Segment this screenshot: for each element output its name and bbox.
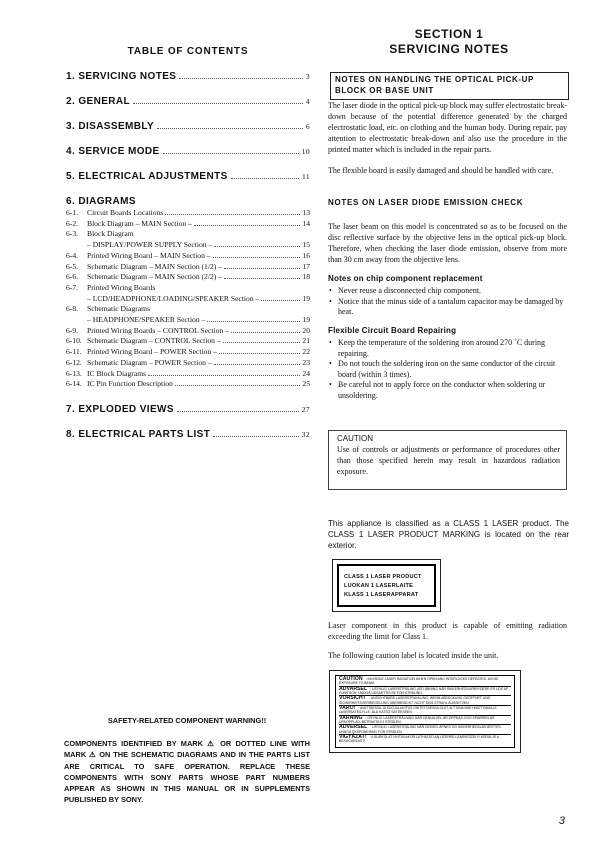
toc-entry-label: 1. SERVICING NOTES [66, 71, 177, 82]
list-item: • Keep the temperature of the soldering iron around 270 ˚C during repairing. [328, 338, 567, 359]
toc-subentry[interactable] [66, 272, 310, 283]
dot-leader [213, 257, 301, 258]
page-number: 3 [558, 815, 565, 827]
dot-leader [165, 214, 300, 215]
toc-subentry-number: 6-6. [66, 272, 79, 282]
toc-subentry[interactable] [66, 347, 310, 358]
table-of-contents [66, 40, 310, 440]
toc-subentry-text: Schematic Diagrams [87, 304, 151, 314]
toc-subentry[interactable] [66, 294, 310, 305]
toc-subentry-number: 6-9. [66, 325, 79, 335]
toc-subentry-text: Block Diagram – MAIN Section – [87, 218, 192, 228]
toc-subentry[interactable] [66, 208, 310, 219]
toc-subentry-page: 24 [302, 368, 310, 378]
emission-check-heading: NOTES ON LASER DIODE EMISSION CHECK [328, 198, 524, 207]
toc-entry-label: 5. ELECTRICAL ADJUSTMENTS [66, 171, 228, 182]
dot-leader [157, 128, 303, 129]
dot-leader [214, 364, 301, 365]
toc-subentry-text: Schematic Diagram – POWER Section – [87, 357, 212, 367]
caution-label-text: : A BURKOLAT NYITÁSAKOR LÁTHATATLAN LÉZERSU GÁRVESZÉLY! KERÜLJE A BESUGÁRZÁST! [339, 735, 499, 744]
toc-subentry-page: 25 [302, 379, 310, 389]
dot-leader [261, 300, 300, 301]
toc-entry-label: 8. ELECTRICAL PARTS LIST [66, 428, 211, 440]
toc-title: TABLE OF CONTENTS [127, 46, 249, 57]
section-heading [330, 27, 568, 57]
toc-subentry[interactable] [66, 262, 310, 273]
toc-subentry-text: Schematic Diagram – MAIN Section (1/2) – [87, 261, 222, 271]
dot-leader [213, 436, 298, 437]
toc-entry-label: 4. SERVICE MODE [66, 146, 160, 157]
dot-leader [175, 385, 301, 386]
caution-label-text: : USYNLIG LASERSTRÅLING VED ÅBNING NÅR SIKKERHEDSAFBRYDERE ER UDE AF FUNKTION. UNDGÅ UDSAETTELSE FOR STRÅLING. [339, 686, 509, 696]
caution-label-word: VARNING [339, 714, 363, 721]
toc-entry-label: 6. DIAGRAMS [66, 196, 136, 207]
class1-laser-label [332, 559, 441, 612]
toc-subentry-text: IC Pin Function Description [87, 379, 173, 389]
toc-subentry-page: 15 [302, 240, 310, 250]
class1-laser-label-frame [337, 564, 436, 607]
flexible-board-repair-heading: Flexible Circuit Board Repairing [328, 326, 457, 335]
caution-label-word: VORSICHT [339, 695, 366, 702]
toc-entry-electrical-adjustments[interactable] [66, 171, 310, 182]
section-title: SERVICING NOTES [389, 42, 509, 56]
toc-subentry[interactable] [66, 240, 310, 251]
toc-subentry-page: 16 [302, 250, 310, 260]
list-item: • Be careful not to apply force on the conductor when soldering or unsoldering. [328, 380, 567, 401]
caution-label-image [329, 670, 521, 753]
toc-subentry-number: 6-13. [66, 368, 82, 378]
dot-leader [223, 342, 301, 343]
toc-entry-exploded-views[interactable] [66, 404, 310, 415]
caution-label-text: : AVATTAESSA JA SUOJALUKITUS OHITETTAESSA OLET ALTTIINA NÄKYMÄTTÖMÄLLE LASERSÄTEILYLLE. ÄLÄ KATSO SÄTEESEEN. [339, 706, 497, 715]
toc-subentry-page: 20 [302, 325, 310, 335]
toc-subentry-text: Schematic Diagram – CONTROL Section – [87, 336, 221, 346]
toc-entry-diagrams[interactable] [66, 196, 310, 207]
toc-entry-page: 11 [301, 172, 310, 181]
toc-entry-page: 6 [305, 122, 310, 131]
safety-warning [64, 716, 310, 806]
toc-entry-servicing-notes[interactable] [66, 71, 310, 82]
toc-subentry-page: 19 [302, 293, 310, 303]
laser-class-paragraph: This appliance is classified as a CLASS 1 LASER product. The CLASS 1 LASER PRODUCT MARKING is located on the rear exterior. [328, 519, 569, 550]
caution-label-text: : INVISIBLE LASER RADIATION WHEN OPEN AND INTERLOCKS DEFEATED. AVOID EXPOSURE TO BEAM. [339, 677, 499, 686]
toc-entry-service-mode[interactable] [66, 146, 310, 157]
caution-label-location-text: The following caution label is located inside the unit. [328, 651, 499, 660]
label-line: LUOKAN 1 LASERLAITE [344, 582, 414, 589]
caution-label-word: ADVERSEL [339, 724, 368, 731]
toc-diagrams-sublist [66, 208, 310, 390]
caution-label-text: : OSYNLIG LASERSTRÅLNING NÄR DENNA DEL ÄR ÖPPNAD OCH SPÄRREN ÄR URKOPPLAD. BETRAKTA EJ STRÅLEN. [339, 715, 495, 725]
toc-subentry-page: 13 [302, 208, 310, 217]
dot-leader [231, 178, 299, 179]
caution-label-word: CAUTION [339, 676, 363, 682]
toc-subentry-number: 6-4. [66, 250, 79, 260]
toc-subentry-number: 6-8. [66, 304, 79, 314]
caution-label-text: : USYNLIG LASERSTRÅLING NÅR DEKSEL ÅPNES OG SIKKERHEDSLÅS BRYTES. UNNGÅ EKSPONERING FOR STRÅLEN. [339, 725, 502, 734]
dot-leader [231, 332, 301, 333]
toc-subentry-page: 14 [302, 218, 310, 228]
toc-subentry-text: IC Block Diagrams [87, 368, 147, 378]
toc-subentry-number: 6-1. [66, 208, 79, 217]
toc-subentry[interactable] [66, 336, 310, 347]
dot-leader [207, 321, 300, 322]
dot-leader [219, 353, 301, 354]
toc-subentry[interactable] [66, 283, 310, 294]
caution-label-text: : UNSICHTBARE LASERSTRAHLUNG, WENN ABDECKUNG GEÖFFNET UND SICHERHEITSVERRIEGELUNG ÜBERBRÜCKT. NICHT DEM STRAHL AUSSETZEN. [339, 696, 491, 705]
toc-subentry-text: Block Diagram [87, 229, 134, 239]
chip-replacement-heading: Notes on chip component replacement [328, 274, 483, 283]
caution-label-block [339, 696, 511, 706]
emission-check-paragraph: The laser beam on this model is concentrated so as to be focused on the disc reflective surface by the objective lens in the optical pick-up block. Therefore, when checking the laser diode emission, observe from more than 30 cm away from the objective lens. [328, 222, 567, 264]
toc-entry-label: 7. EXPLODED VIEWS [66, 403, 174, 415]
safety-warning-body: COMPONENTS IDENTIFIED BY MARK ⚠ OR DOTTED LINE WITH MARK ⚠ ON THE SCHEMATIC DIAGRAMS AND IN THE PARTS LIST ARE CRITICAL TO SAFE OPERATION. REPLACE THESE COMPONENTS WITH SONY PARTS WHOSE PART NUMBERS APPEAR AS SHOWN IN THIS MANUAL OR IN SUPPLEMENTS PUBLISHED BY SONY. [64, 739, 310, 805]
toc-subentry-number: 6-3. [66, 229, 79, 239]
toc-subentry-text: – HEADPHONE/SPEAKER Section – [87, 315, 206, 325]
toc-subentry-page: 17 [302, 261, 310, 271]
toc-subentry[interactable] [66, 379, 310, 390]
toc-subentry[interactable] [66, 219, 310, 230]
caution-label-block [339, 735, 511, 744]
toc-subentry-number: 6-7. [66, 282, 79, 292]
caution-label-word: VIGYÁZAT! [339, 734, 367, 741]
toc-entry-label: 3. DISASSEMBLY [66, 121, 155, 132]
toc-subentry-number: 6-12. [66, 357, 82, 367]
list-item: • Notice that the minus side of a tantalum capacitor may be damaged by heat. [328, 297, 567, 318]
caution-label-word: VARO! [339, 705, 356, 712]
toc-entry-page: 4 [305, 97, 310, 106]
toc-subentry[interactable] [66, 326, 310, 337]
toc-subentry-text: – LCD/HEADPHONE/LOADING/SPEAKER Section – [87, 293, 260, 303]
toc-subentry[interactable] [66, 251, 310, 262]
toc-subentry[interactable] [66, 304, 310, 315]
flexible-board-paragraph: The flexible board is easily damaged and should be handled with care. [328, 166, 554, 175]
dot-leader [179, 78, 302, 79]
toc-subentry-text: Printed Wiring Board – POWER Section – [87, 347, 217, 357]
toc-subentry[interactable] [66, 315, 310, 326]
toc-entry-page: 27 [301, 404, 310, 414]
toc-subentry-page: 21 [302, 336, 310, 346]
toc-subentry-number: 6-2. [66, 218, 79, 228]
toc-subentry-number: 6-14. [66, 379, 82, 389]
caution-text: Use of controls or adjustments or performance of procedures other than those specified herein may result in hazardous radiation exposure. [337, 445, 560, 476]
toc-subentry-page: 23 [302, 357, 310, 367]
dot-leader [148, 375, 300, 376]
optical-pickup-paragraph: The laser diode in the optical pick-up block may suffer electrostatic break-down because of the potential difference generated by the charged electrostatic load, etc. on clothing and the human body. During repair, pay attention to electrostatic break-down and also use the procedure in the printed matter which is included in the repair parts. [328, 101, 567, 154]
caution-label-block [339, 706, 511, 716]
toc-subentry-page: 18 [302, 272, 310, 282]
flexible-board-repair-list [328, 338, 567, 402]
dot-leader [163, 153, 299, 154]
caution-label-frame [335, 675, 515, 748]
toc-subentry-text: – DISPLAY/POWER SUPPLY Section – [87, 240, 213, 250]
toc-entry-page: 32 [301, 429, 310, 439]
toc-subentry-number: 6-10. [66, 336, 82, 346]
dot-leader [224, 278, 300, 279]
toc-entry-electrical-parts-list[interactable] [66, 429, 310, 440]
list-item: • Never reuse a disconnected chip component. [328, 286, 567, 297]
toc-subentry-text: Printed Wiring Boards [87, 282, 156, 292]
label-line: KLASS 1 LASERAPPARAT [344, 591, 419, 598]
section-number: SECTION 1 [414, 27, 484, 41]
toc-subentry[interactable] [66, 369, 310, 380]
dot-leader [224, 268, 300, 269]
caution-box [328, 430, 567, 490]
dot-leader [177, 411, 299, 412]
toc-subentry-text: Printed Wiring Boards – CONTROL Section – [87, 325, 229, 335]
toc-subentry[interactable] [66, 229, 310, 240]
toc-entry-page: 3 [305, 72, 310, 81]
toc-subentry-text: Printed Wiring Board – MAIN Section – [87, 250, 211, 260]
chip-replacement-list [328, 286, 567, 318]
optical-pickup-notes-box: NOTES ON HANDLING THE OPTICAL PICK-UP BLOCK OR BASE UNIT [330, 72, 569, 100]
toc-subentry-page: 22 [302, 347, 310, 357]
dot-leader [214, 246, 300, 247]
toc-subentry-text: Schematic Diagram – MAIN Section (2/2) – [87, 272, 222, 282]
list-item: • Do not touch the soldering iron on the same conductor of the circuit board (within 3 times). [328, 359, 567, 380]
caution-label: CAUTION [337, 434, 373, 443]
toc-subentry-number: 6-11. [66, 347, 82, 357]
toc-subentry[interactable] [66, 358, 310, 369]
toc-subentry-text: Circuit Boards Locations [87, 208, 164, 217]
caution-label-word: ADVARSEL [339, 685, 368, 692]
laser-component-paragraph: Laser component in this product is capable of emitting radiation exceeding the limit for Class 1. [328, 621, 567, 641]
toc-subentry-page: 19 [302, 315, 310, 325]
toc-subentry-number: 6-5. [66, 261, 79, 271]
dot-leader [194, 225, 301, 226]
toc-entry-label: 2. GENERAL [66, 96, 131, 107]
dot-leader [133, 103, 303, 104]
label-line: CLASS 1 LASER PRODUCT [344, 574, 422, 580]
safety-warning-title: SAFETY-RELATED COMPONENT WARNING!! [107, 716, 267, 725]
toc-entry-disassembly[interactable] [66, 121, 310, 132]
toc-entry-page: 10 [301, 147, 310, 156]
toc-entry-general[interactable] [66, 96, 310, 107]
